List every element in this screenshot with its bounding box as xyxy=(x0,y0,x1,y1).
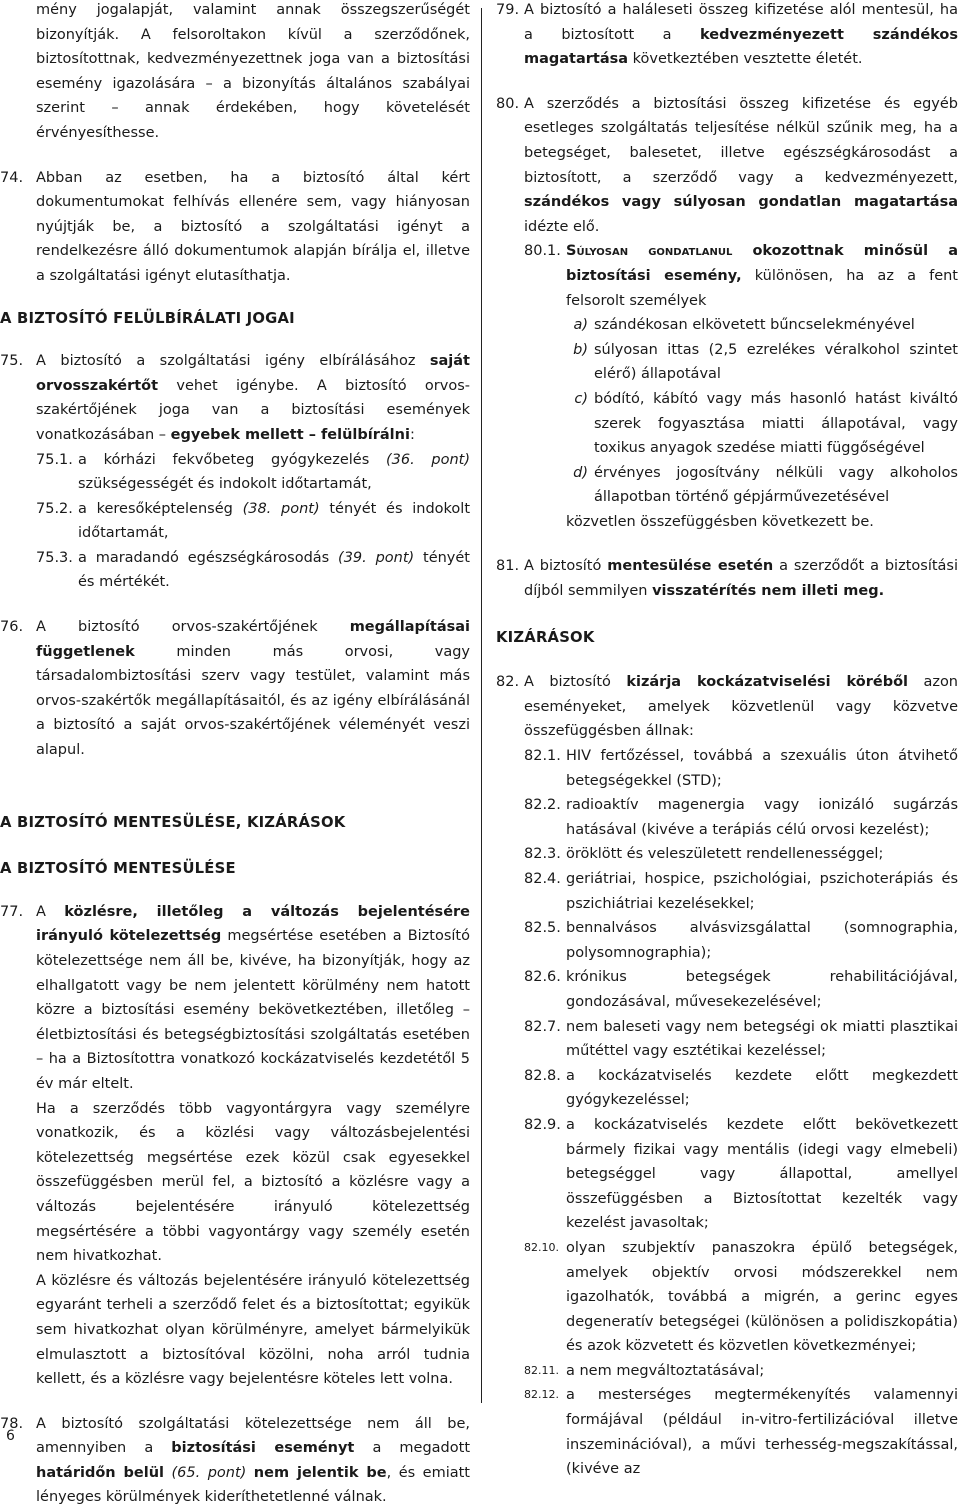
section-77-paragraph-2: Ha a szerződés több vagyontárgyra vagy személyre vonatkozik, és a közlési vagy változásbejelentési kötelezettség megsértése ezek közül csak egyesekkel összefüggésben merül fel, a biztosító a közlésre vagy a változás bejelentésére irányuló kötelezettség megsértésére a többi vagyontárgy vagy személy esetén nem hivatkozhat. xyxy=(36,1100,470,1265)
list-item-c: c) bódító, kábító vagy más hasonló hatást kiváltó szerek fogyasztása miatti állapotával, vagy toxikus anyagok szedése miatti függőségével xyxy=(574,390,958,457)
item-number: 82.7. xyxy=(524,1018,561,1035)
item-number: 82.6. xyxy=(524,969,561,986)
section-81: 81. A biztosító mentesülése esetén a szerződőt a biztosítási díjból semmilyen visszatérítés nem illeti meg. xyxy=(496,558,958,600)
item-text: radioaktív magenergia vagy ionizáló sugárzás hatásával (kivéve a terápiás célú orvosi kezelést); xyxy=(566,797,958,838)
exclusion-item xyxy=(524,1383,958,1481)
heading-kizarasok: KIZÁRÁSOK xyxy=(496,628,595,646)
item-text: bennalvásos alvásvizsgálattal (somnographia, polysomnographia); xyxy=(566,920,958,961)
list-80-1 xyxy=(566,313,958,534)
section-75: 75. A biztosító a szolgáltatási igény elbírálásához saját orvosszakértőt vehet igénybe. A biztosító orvos-szakértőjének joga van a biztosítási események vonatkozásában – egyebek mellett – felülbírálni: xyxy=(0,353,470,443)
section-77: 77. A közlésre, illetőleg a változás bejelentésére irányuló kötelezettség megsértése esetében a Biztosító kötelezettsége nem áll be, kivéve, ha bizonyítják, hogy az elhallgatott vagy be nem jelentett körülmény nem hatott közre a biztosítási esemény bekövetkeztében, illetőleg – életbiztosítási és betegségbiztosítási szolgáltatás esetében – ha a Biztosítottra vonatkozó kockázatviselés kezdetétől 5 év már eltelt. xyxy=(0,903,471,1092)
list-item-d: d) érvényes jogosítvány nélküli vagy alkoholos állapotban történő gépjárművezetésével xyxy=(573,464,958,506)
exclusion-item xyxy=(524,1359,958,1384)
item-number: 82.1. xyxy=(524,748,561,765)
subsection-75-3: 75.3. a maradandó egészségkárosodás (39. pont) tényét és mértékét. xyxy=(36,549,470,591)
heading-mentesules: A BIZTOSÍTÓ MENTESÜLÉSE xyxy=(0,860,236,878)
item-text: a mesterséges megtermékenyítés valamennyi formájával (például in-vitro-fertilizációval illetve inszeminációval), a művi terhesség-megszakítással, (kivéve az xyxy=(566,1387,958,1478)
exclusion-item xyxy=(524,842,958,867)
item-number: 82.8. xyxy=(524,1067,561,1084)
exclusion-item xyxy=(524,867,958,916)
item-text: krónikus betegségek rehabilitációjával, gondozásával, művesekezelésével; xyxy=(566,969,958,1010)
subsection-75-1: 75.1. a kórházi fekvőbeteg gyógykezelés (36. pont) szükségességét és indokolt időtartamát, xyxy=(36,451,470,493)
section-78: 78. A biztosító szolgáltatási kötelezettsége nem áll be, amennyiben a biztosítási eseményt a megadott határidőn belül (65. pont) nem jelentik be, és emiatt lényeges körülmények kideríthetetlenné válnak. xyxy=(0,1415,471,1506)
item-number: 82.3. xyxy=(524,846,561,863)
list-item-a: a) szándékosan elkövetett bűncselekményével xyxy=(573,317,915,334)
right-column xyxy=(496,0,958,1482)
exclusion-item xyxy=(524,1015,958,1064)
item-text: olyan szubjektív panaszokra épülő betegségek, amelyek objektív orvosi módszerekkel nem igazolhatók, továbbá a migrén, a gerinc egyes degeneratív betegségei (különösen a polidiszkopátia) és azok közvetett és közvetlen következményei; xyxy=(566,1239,958,1355)
list-80-1-closing: közvetlen összefüggésben következett be. xyxy=(566,513,874,530)
item-text: nem baleseti vagy nem betegségi ok miatti plasztikai műtéttel vagy esztétikai kezeléssel; xyxy=(566,1018,958,1060)
section-74: 74. Abban az esetben, ha a biztosító által kért dokumentumokat felhívás ellenére sem, vagy hiányosan nyújtják be, a biztosító a szolgáltatási igényt a rendelkezésre álló dokumentumok alapján bírálja el, illetve a szolgáltatási igényt elutasíthatja. xyxy=(36,166,470,289)
heading-felulbiralati-jogai: A BIZTOSÍTÓ FELÜLBÍRÁLATI JOGAI xyxy=(0,309,295,327)
section-82: 82. A biztosító kizárja kockázatviselési köréből azon eseményeket, amelyek közvetlenül vagy közvetve összefüggésben állnak: xyxy=(496,674,959,740)
section-79: 79. A biztosító a haláleseti összeg kifizetése alól mentesül, ha a biztosított a kedvezményezett szándékos magatartása következtében vesztette életét. xyxy=(496,2,958,68)
item-number: 82.5. xyxy=(524,920,561,937)
item-text: HIV fertőzéssel, továbbá a szexuális úton átvihető betegségekkel (STD); xyxy=(566,748,958,789)
exclusion-item xyxy=(524,1236,958,1359)
item-number: 82.2. xyxy=(524,797,561,814)
item-number: 82.9. xyxy=(524,1116,561,1133)
page-number: 6 xyxy=(6,1428,15,1444)
exclusion-item xyxy=(524,793,958,842)
exclusion-item xyxy=(524,916,958,965)
item-number: 82.10. xyxy=(524,1240,559,1254)
exclusion-item xyxy=(524,744,958,793)
intro-paragraph: mény jogalapját, valamint annak összegszerűségét bizonyítják. A felsoroltakon kívül a szerződőnek, biztosítottnak, kedvezményezettnek joga van a biztosítási esemény igazolására – a bizonyítás általános szabályai szerint – annak érdekében, hogy követelését érvényesíthesse. xyxy=(36,2,470,141)
subsection-75-2: 75.2. a keresőképtelenség (38. pont) tényét és indokolt időtartamát, xyxy=(36,500,471,542)
section-77-paragraph-3: A közlésre és változás bejelentésére irányuló kötelezettség egyaránt terheli a szerződő felet és a biztosítottat; egyikük sem hivatkozhat olyan körülményre, amelyet bármelyikük elmulasztott a biztosítóval közölni, noha arról tudnia kellett, és a közlésre vagy bejelentésre köteles lett volna. xyxy=(36,1272,470,1388)
section-76: 76. A biztosító orvos-szakértőjének megállapításai függetlenek minden más orvosi, vagy társadalombiztosítási szerv vagy testület, valamint más orvos-szakértők megállapításaitól, és az igény elbírálásánál a biztosító a saját orvos-szakértőjének véleményét veszi alapul. xyxy=(0,619,470,759)
item-text: geriátriai, hospice, pszichológiai, pszichoterápiás és pszichiátriai kezelésekkel; xyxy=(566,871,958,912)
section-number: 74. xyxy=(0,169,24,186)
item-number: 82.12. xyxy=(524,1388,559,1402)
exclusion-item xyxy=(524,1064,958,1113)
exclusion-item xyxy=(524,1113,958,1236)
item-number: 82.11. xyxy=(524,1363,559,1377)
item-number: 82.4. xyxy=(524,871,561,887)
subsection-80-1: 80.1. Súlyosan gondatlanul okozottnak minősül a biztosítási esemény, különösen, ha az a fent felsorolt személyek xyxy=(524,243,958,309)
list-82-items xyxy=(496,744,958,1482)
section-80: 80. A szerződés a biztosítási összeg kifizetése és egyéb esetleges szolgáltatás teljesítése nélkül szűnik meg, ha a betegséget, balesetet, illetve egészségkárosodást a biztosított, a szerződő vagy a kedvezményezett, szándékos vagy súlyosan gondatlan magatartása idézte elő. xyxy=(496,95,958,235)
exclusion-item xyxy=(524,965,958,1014)
item-text: a kockázatviselés kezdete előtt bekövetkezett bármely fizikai vagy mentális (idegi vagy elmebeli) betegséggel vagy állapottal, amellyel összefüggésben a Biztosítottat kezelték vagy kezelést javasoltak; xyxy=(566,1116,958,1232)
heading-mentesules-kizarasok: A BIZTOSÍTÓ MENTESÜLÉSE, KIZÁRÁSOK xyxy=(0,813,346,831)
left-column xyxy=(0,0,471,1510)
column-divider xyxy=(481,8,482,1403)
item-text: öröklött és veleszületett rendellenességgel; xyxy=(566,846,884,863)
list-item-b: b) súlyosan ittas (2,5 ezrelékes véralkohol szintet elérő) állapotával xyxy=(573,341,958,383)
item-text: a kockázatviselés kezdete előtt megkezdett gyógykezeléssel; xyxy=(566,1067,958,1109)
item-text: a nem megváltoztatásával; xyxy=(566,1362,765,1379)
